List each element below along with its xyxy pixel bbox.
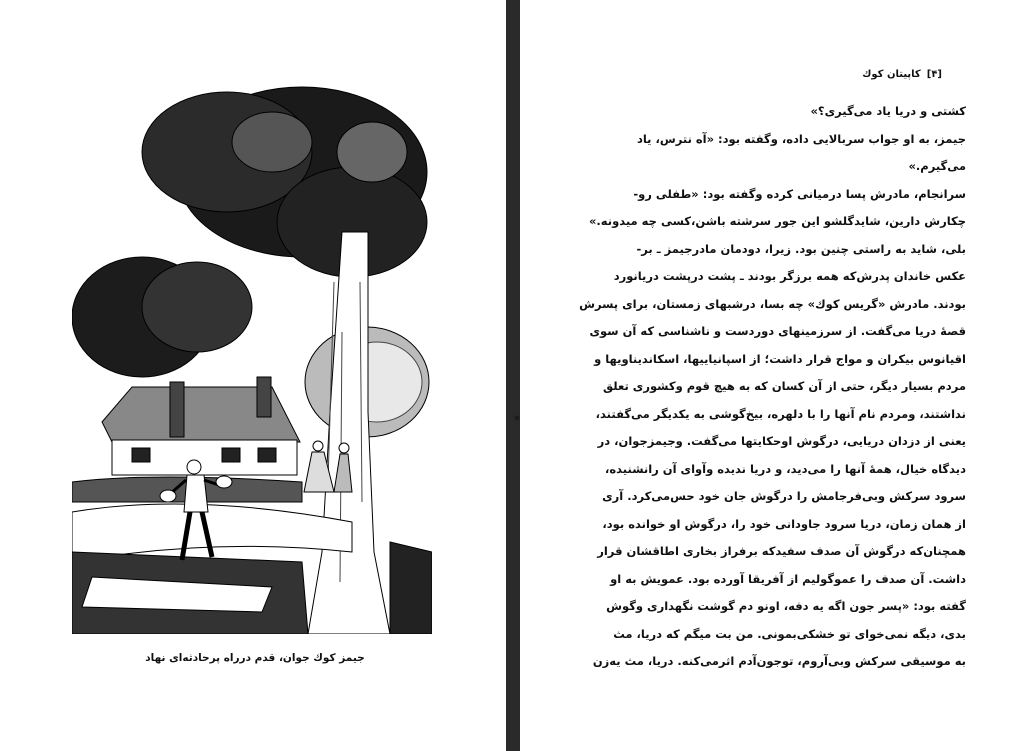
book-gutter bbox=[506, 0, 520, 751]
illustration-young-james-cook bbox=[72, 82, 432, 634]
text-line: دیدگاه خیال، همهٔ آنها را می‌دید، و دریا ندیده وآوای آن رانشنیده، bbox=[605, 461, 966, 476]
text-line: سرانجام، مادرش پسا درمیانی کرده وگفته بود: «طفلی رو- bbox=[633, 186, 966, 201]
footnote-marker: * bbox=[514, 413, 520, 427]
text-line: از همان زمان، دریا سرود جاودانی خود را، درگوش او خوانده بود، bbox=[602, 516, 966, 531]
text-line: یعنی از دزدان دریایی، درگوش اوحکایتها می‌گفت. وجیمزجوان، در bbox=[597, 434, 966, 448]
running-title: کاپیتان کوك bbox=[862, 68, 921, 80]
text-line: بودند. مادرش «گریس کوك» چه بسا، درشبهای زمستان، برای پسرش bbox=[579, 296, 966, 311]
text-line: همچنان‌که درگوش آن صدف سفیدکه برفراز بخاری اطاقشان قرار bbox=[597, 544, 966, 558]
text-line: اقیانوس بیکران و مواج قرار داشت؛ از اسپانیاییها، اسکاندیناویها و bbox=[594, 351, 966, 366]
text-line: عکس خاندان پدرش‌که همه برزگر بودند ـ پشت درپشت دریانورد bbox=[613, 269, 966, 283]
page-number: [۴] bbox=[926, 68, 942, 80]
text-line: قصهٔ دریا می‌گفت. از سرزمینهای دوردست و ناشناسی که آن سوی bbox=[589, 324, 966, 338]
text-line: سرود سرکش وبی‌فرجامش را درگوش جان خود حس‌می‌کرد. آری bbox=[602, 489, 966, 503]
text-line: چکارش دارین، شایدگلشو این جور سرشته باشن،کسی چه میدونه.» bbox=[588, 214, 966, 228]
text-line: بلی، شاید به راستی چنین بود. زیرا، دودمان مادرجیمز ـ بر- bbox=[636, 241, 966, 256]
running-header bbox=[830, 66, 942, 82]
illustration-caption: جیمز کوك جوان، قدم درراه پرحادثه‌ای نهاد bbox=[145, 652, 365, 664]
text-line: می‌گیرم.» bbox=[908, 159, 966, 173]
left-page bbox=[0, 0, 506, 751]
body-text bbox=[574, 98, 966, 676]
text-line: بدی، دیگه نمی‌خوای تو خشکی‌بمونی. من بت میگم که دریا، مث bbox=[613, 626, 966, 641]
text-line: داشت. آن صدف را عموگولیم از آفریقا آورده بود. عمویش به او bbox=[610, 571, 966, 586]
text-line: نداشتند، ومردم نام آنها را با دلهره، بیخ‌گوشی به یکدیگر می‌گفتند، bbox=[595, 406, 966, 421]
text-line: مردم بسیار دیگر، حتی از آن کسان که به هیچ قوم وکشوری تعلق bbox=[602, 379, 966, 393]
text-line: کشتی و دریا یاد می‌گیری؟» bbox=[810, 104, 966, 118]
text-line: به موسیقی سرکش وبی‌آروم، توجون‌آدم اثرمی‌کنه. دریا، مث یه‌زن bbox=[592, 654, 966, 668]
text-line: جیمز، به او جواب سربالایی داده، وگفته بود: «آه نترس، یاد bbox=[636, 131, 966, 146]
text-line: گفته بود: «پسر جون اگه یه دفه، اونو دم گوشت نگهداری وگوش bbox=[606, 599, 966, 613]
